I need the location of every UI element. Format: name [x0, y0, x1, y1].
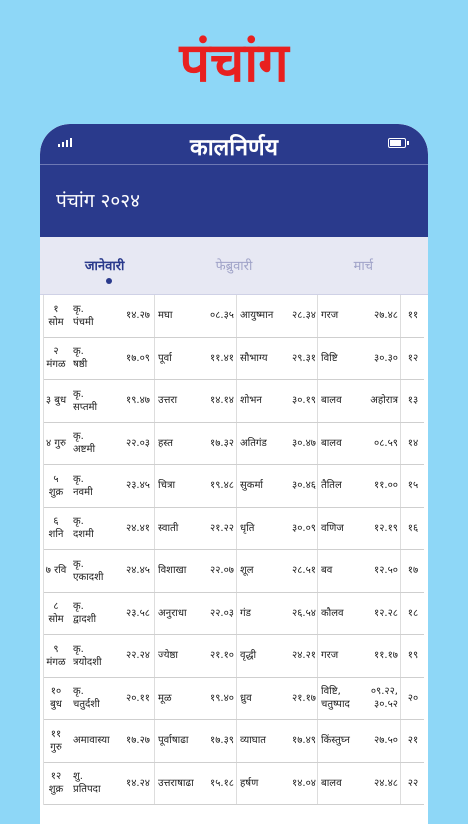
- tithi-end-cell-text: २४.४५: [126, 565, 150, 577]
- date-cell: [44, 593, 68, 635]
- nakshatra-end-cell: [194, 380, 234, 422]
- karan-end-cell-text: १२.२८: [374, 607, 398, 619]
- tithi-end-cell: [112, 295, 150, 337]
- date-cell-text: मंगळ: [46, 656, 66, 668]
- nakshatra-end-cell: [194, 550, 234, 592]
- yoga-end-cell-text: २६.५४: [292, 607, 316, 619]
- yoga-cell-text: ध्रुव: [240, 692, 252, 704]
- nakshatra-cell-text: अनुराधा: [158, 607, 187, 619]
- yoga-cell-text: शूल: [240, 565, 254, 577]
- nakshatra-end-cell: [194, 678, 234, 720]
- phone-frame: [40, 124, 428, 824]
- tithi-cell-text: नवमी: [73, 486, 93, 498]
- tithi-cell-text: सप्तमी: [73, 401, 98, 413]
- tithi-end-cell-text: २२.०३: [126, 437, 150, 449]
- shaka-date-cell-text: ११: [407, 310, 419, 322]
- tithi-cell-text: कृ.: [73, 388, 84, 400]
- karan-cell-text: बालव: [321, 395, 342, 407]
- table-row[interactable]: [44, 295, 424, 338]
- date-cell: [44, 635, 68, 677]
- tithi-end-cell-text: १४.२४: [126, 777, 150, 789]
- shaka-date-cell-text: २०: [407, 692, 419, 704]
- nakshatra-end-cell-text: २१.१०: [210, 650, 234, 662]
- nakshatra-end-cell: [194, 465, 234, 507]
- tithi-cell-text: कृ.: [73, 558, 84, 570]
- date-cell-text: ६: [53, 516, 59, 528]
- yoga-cell-text: आयुष्मान: [240, 310, 274, 322]
- tithi-cell-text: कृ.: [73, 643, 84, 655]
- yoga-cell-text: अतिगंड: [240, 437, 267, 449]
- date-cell: [44, 550, 68, 592]
- karan-cell-text: विष्टि: [321, 352, 338, 364]
- table-row[interactable]: [44, 508, 424, 551]
- tithi-end-cell-text: १४.२७: [126, 310, 150, 322]
- tithi-end-cell: [112, 423, 150, 465]
- shaka-date-cell-text: १५: [407, 480, 419, 492]
- tithi-cell-text: त्रयोदशी: [73, 656, 102, 668]
- karan-end-cell-text: ३०.३०: [374, 352, 398, 364]
- tithi-end-cell: [112, 763, 150, 805]
- yoga-end-cell: [278, 508, 316, 550]
- nakshatra-end-cell-text: १९.४८: [210, 480, 234, 492]
- shaka-date-cell: [400, 338, 425, 380]
- nakshatra-cell-text: उत्तरा: [158, 395, 178, 407]
- yoga-end-cell: [278, 550, 316, 592]
- nakshatra-end-cell-text: १४.१४: [210, 395, 234, 407]
- karan-end-cell: [350, 720, 398, 762]
- yoga-end-cell: [278, 635, 316, 677]
- tithi-cell-text: अष्टमी: [73, 444, 96, 456]
- date-cell: [44, 295, 68, 337]
- karan-end-cell-text: १२.५०: [374, 565, 398, 577]
- date-cell-text: शुक्र: [48, 486, 64, 498]
- yoga-end-cell-text: ३०.४६: [292, 480, 316, 492]
- table-row[interactable]: [44, 465, 424, 508]
- tithi-end-cell: [112, 465, 150, 507]
- tithi-end-cell-text: १७.०९: [126, 352, 150, 364]
- date-cell: [44, 423, 68, 465]
- table-row[interactable]: [44, 593, 424, 636]
- shaka-date-cell-text: १८: [407, 607, 419, 619]
- yoga-end-cell-text: २८.५१: [292, 565, 316, 577]
- karan-end-cell-text: ११.१७: [374, 650, 398, 662]
- date-cell-text: ९: [53, 643, 59, 655]
- yoga-cell-text: धृति: [240, 522, 255, 534]
- tithi-end-cell-text: २३.५८: [126, 607, 150, 619]
- tithi-cell-text: अमावास्या: [73, 735, 110, 747]
- tithi-end-cell-text: १९.४७: [126, 395, 150, 407]
- shaka-date-cell: [400, 763, 425, 805]
- nakshatra-cell-text: स्वाती: [158, 522, 179, 534]
- nakshatra-end-cell: [194, 295, 234, 337]
- karan-cell-text: बालव: [321, 437, 342, 449]
- shaka-date-cell-text: १७: [407, 565, 419, 577]
- nakshatra-end-cell: [194, 635, 234, 677]
- tithi-cell-text: कृ.: [73, 686, 84, 698]
- shaka-date-cell: [400, 508, 425, 550]
- table-row[interactable]: [44, 423, 424, 466]
- table-row[interactable]: [44, 635, 424, 678]
- yoga-end-cell: [278, 678, 316, 720]
- karan-end-cell: [350, 338, 398, 380]
- tithi-cell-text: चतुर्दशी: [73, 699, 100, 711]
- table-row[interactable]: [44, 380, 424, 423]
- tithi-end-cell: [112, 508, 150, 550]
- date-cell-text: शनि: [48, 529, 64, 541]
- nakshatra-end-cell-text: २२.०७: [210, 565, 234, 577]
- nakshatra-end-cell-text: १९.४०: [210, 692, 234, 704]
- nakshatra-cell-text: चित्रा: [158, 480, 176, 492]
- karan-cell-text: किंस्तुघ्न: [321, 735, 350, 747]
- nakshatra-end-cell-text: ०८.३५: [210, 310, 234, 322]
- nakshatra-cell-text: मूळ: [158, 692, 172, 704]
- tithi-end-cell: [112, 635, 150, 677]
- date-cell: [44, 763, 68, 805]
- tithi-cell-text: कृ.: [73, 431, 84, 443]
- shaka-date-cell: [400, 678, 425, 720]
- date-cell: [44, 380, 68, 422]
- yoga-end-cell-text: २१.१७: [292, 692, 316, 704]
- month-tabs: [40, 237, 428, 295]
- shaka-date-cell-text: २२: [407, 777, 419, 789]
- yoga-end-cell: [278, 763, 316, 805]
- yoga-end-cell-text: ३०.०९: [292, 522, 316, 534]
- nakshatra-end-cell: [194, 720, 234, 762]
- shaka-date-cell-text: १२: [407, 352, 419, 364]
- shaka-date-cell-text: १६: [407, 522, 419, 534]
- shaka-date-cell: [400, 593, 425, 635]
- yoga-cell-text: व्याघात: [240, 735, 267, 747]
- date-cell-text: ७ रवि: [45, 565, 67, 577]
- date-cell: [44, 720, 68, 762]
- yoga-cell-text: शोभन: [240, 395, 262, 407]
- shaka-date-cell: [400, 380, 425, 422]
- karan-end-cell: [350, 678, 398, 720]
- yoga-end-cell: [278, 295, 316, 337]
- date-cell-text: ५: [53, 473, 59, 485]
- karan-cell-text: कौलव: [321, 607, 344, 619]
- date-cell: [44, 338, 68, 380]
- nakshatra-cell-text: हस्त: [158, 437, 173, 449]
- date-cell-text: २: [53, 346, 59, 358]
- nakshatra-end-cell: [194, 593, 234, 635]
- yoga-end-cell-text: ३०.१९: [292, 395, 316, 407]
- date-cell-text: सोम: [48, 316, 64, 328]
- tithi-cell-text: द्वादशी: [73, 614, 97, 626]
- shaka-date-cell-text: २१: [407, 735, 419, 747]
- table-row[interactable]: [44, 763, 424, 806]
- nakshatra-end-cell-text: २२.०३: [210, 607, 234, 619]
- tithi-cell-text: प्रतिपदा: [73, 784, 101, 796]
- date-cell-text: शुक्र: [48, 784, 64, 796]
- page-title: पंचांग २०२४: [40, 165, 428, 237]
- battery-icon: [388, 138, 406, 148]
- tithi-cell-text: कृ.: [73, 346, 84, 358]
- tab-february[interactable]: फेब्रुवारी: [215, 259, 253, 274]
- nakshatra-end-cell: [194, 763, 234, 805]
- nakshatra-end-cell: [194, 423, 234, 465]
- tithi-end-cell-text: २३.४५: [126, 480, 150, 492]
- karan-cell-text: वणिज: [321, 522, 344, 534]
- karan-end-cell: [350, 465, 398, 507]
- tithi-cell-text: कृ.: [73, 516, 84, 528]
- shaka-date-cell: [400, 423, 425, 465]
- karan-end-cell-text: २७.४८: [374, 310, 398, 322]
- karan-end-cell-text: ०९.२२, ३०.५२: [370, 686, 398, 711]
- date-cell-text: ३ बुध: [45, 395, 67, 407]
- karan-end-cell: [350, 295, 398, 337]
- yoga-cell-text: सौभाग्य: [240, 352, 268, 364]
- tab-march[interactable]: मार्च: [353, 259, 374, 274]
- karan-cell-text: बव: [321, 565, 333, 577]
- yoga-end-cell: [278, 593, 316, 635]
- yoga-end-cell: [278, 423, 316, 465]
- karan-end-cell: [350, 763, 398, 805]
- karan-cell-text: तैतिल: [321, 480, 342, 492]
- panchang-table: [43, 295, 424, 805]
- date-cell-text: मंगळ: [46, 359, 66, 371]
- nakshatra-cell-text: विशाखा: [158, 565, 187, 577]
- karan-end-cell-text: ११.००: [374, 480, 398, 492]
- tithi-cell-text: पंचमी: [73, 316, 94, 328]
- karan-end-cell: [350, 508, 398, 550]
- yoga-end-cell-text: २९.३१: [292, 352, 316, 364]
- tithi-cell-text: शु.: [73, 771, 83, 783]
- tithi-end-cell-text: २२.२४: [126, 650, 150, 662]
- yoga-cell-text: वृद्धी: [240, 650, 257, 662]
- tithi-cell-text: षष्ठी: [73, 359, 88, 371]
- tithi-end-cell: [112, 720, 150, 762]
- yoga-end-cell: [278, 338, 316, 380]
- yoga-end-cell-text: १७.४९: [292, 735, 316, 747]
- date-cell-text: १०: [50, 686, 62, 698]
- karan-end-cell-text: ०८.५९: [374, 437, 398, 449]
- nakshatra-cell-text: ज्येष्ठा: [158, 650, 178, 662]
- date-cell-text: गुरु: [50, 741, 62, 753]
- tithi-end-cell: [112, 593, 150, 635]
- yoga-end-cell-text: २८.३४: [292, 310, 316, 322]
- active-tab-indicator: [106, 278, 112, 284]
- nakshatra-cell-text: पूर्वा: [158, 352, 172, 364]
- shaka-date-cell: [400, 295, 425, 337]
- nakshatra-end-cell: [194, 338, 234, 380]
- app-bar: [40, 124, 428, 164]
- date-cell-text: ४ गुरु: [46, 437, 66, 449]
- nakshatra-cell-text: पूर्वाषाढा: [158, 735, 189, 747]
- yoga-cell-text: हर्षण: [240, 777, 259, 789]
- tithi-cell-text: कृ.: [73, 601, 84, 613]
- shaka-date-cell: [400, 465, 425, 507]
- tab-january[interactable]: जानेवारी: [84, 259, 125, 274]
- tithi-end-cell: [112, 678, 150, 720]
- shaka-date-cell-text: १३: [407, 395, 419, 407]
- yoga-end-cell-text: १४.०४: [292, 777, 316, 789]
- tithi-end-cell: [112, 380, 150, 422]
- karan-end-cell-text: १२.१९: [374, 522, 398, 534]
- karan-end-cell-text: २७.५०: [374, 735, 398, 747]
- nakshatra-end-cell-text: ११.४१: [210, 352, 234, 364]
- date-cell-text: सोम: [48, 614, 64, 626]
- karan-end-cell-text: अहोरात्र: [370, 395, 398, 407]
- yoga-end-cell-text: ३०.४७: [292, 437, 316, 449]
- karan-cell-text: गरज: [321, 650, 339, 662]
- karan-end-cell-text: २४.४८: [374, 777, 398, 789]
- karan-cell-text: गरज: [321, 310, 339, 322]
- karan-end-cell: [350, 380, 398, 422]
- yoga-end-cell: [278, 720, 316, 762]
- karan-cell-text: बालव: [321, 777, 342, 789]
- tithi-end-cell-text: १७.२७: [126, 735, 150, 747]
- date-cell-text: ८: [53, 601, 59, 613]
- shaka-date-cell-text: १९: [407, 650, 419, 662]
- date-cell: [44, 508, 68, 550]
- yoga-cell-text: सुकर्मा: [240, 480, 264, 492]
- nakshatra-cell-text: मघा: [158, 310, 173, 322]
- nakshatra-end-cell: [194, 508, 234, 550]
- tithi-cell-text: कृ.: [73, 303, 84, 315]
- karan-end-cell: [350, 635, 398, 677]
- tithi-end-cell-text: २४.४१: [126, 522, 150, 534]
- nakshatra-end-cell-text: २१.२२: [210, 522, 234, 534]
- shaka-date-cell: [400, 720, 425, 762]
- nakshatra-end-cell-text: १७.३९: [210, 735, 234, 747]
- nakshatra-end-cell-text: १७.३२: [210, 437, 234, 449]
- yoga-end-cell: [278, 465, 316, 507]
- tithi-cell-text: दशमी: [73, 529, 94, 541]
- yoga-end-cell-text: २४.२१: [292, 650, 316, 662]
- app-logo: कालनिर्णय: [190, 135, 278, 161]
- table-row[interactable]: [44, 338, 424, 381]
- yoga-cell-text: गंड: [240, 607, 251, 619]
- shaka-date-cell: [400, 550, 425, 592]
- tithi-end-cell-text: २०.११: [126, 692, 150, 704]
- table-row[interactable]: [44, 678, 424, 721]
- yoga-end-cell: [278, 380, 316, 422]
- karan-end-cell: [350, 423, 398, 465]
- table-row[interactable]: [44, 720, 424, 763]
- table-row[interactable]: [44, 550, 424, 593]
- karan-cell-text: विष्टि, चतुष्पाद: [321, 686, 350, 711]
- date-cell-text: बुध: [50, 699, 62, 711]
- tithi-cell-text: कृ.: [73, 473, 84, 485]
- shaka-date-cell: [400, 635, 425, 677]
- date-cell-text: १२: [50, 771, 62, 783]
- nakshatra-cell-text: उत्तराषाढा: [158, 777, 194, 789]
- banner-title: पंचांग: [179, 31, 289, 94]
- date-cell: [44, 678, 68, 720]
- date-cell-text: ११: [50, 728, 62, 740]
- karan-end-cell: [350, 550, 398, 592]
- tithi-end-cell: [112, 550, 150, 592]
- tithi-cell-text: एकादशी: [73, 571, 104, 583]
- tithi-end-cell: [112, 338, 150, 380]
- shaka-date-cell-text: १४: [407, 437, 419, 449]
- date-cell: [44, 465, 68, 507]
- date-cell-text: १: [53, 303, 59, 315]
- karan-end-cell: [350, 593, 398, 635]
- nakshatra-end-cell-text: १५.१८: [210, 777, 234, 789]
